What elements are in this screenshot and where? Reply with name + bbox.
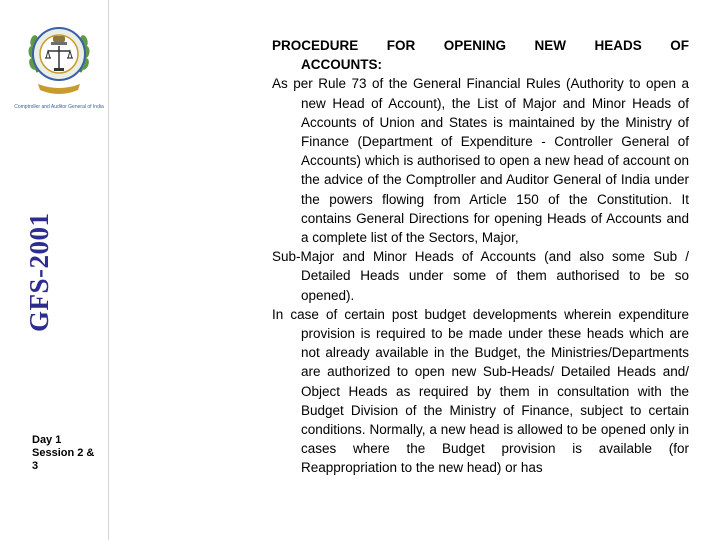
section-heading <box>272 36 689 74</box>
emblem-caption: Comptroller and Auditor General of India <box>14 104 104 110</box>
body-paragraph: As per Rule 73 of the General Financial Rules (Authority to open a new Head of Account), the List of Major and Minor Heads of Accounts of Union and States is maintained by the Ministry of Finance (Department of Expenditure - Controller General of Accounts) which is authorised to open a new head of account on the advice of the Comptroller and Auditor General of India under the powers flowing from Article 150 of the Constitution. It contains General Directions for opening Heads of Accounts and a complete list of the Sectors, Major, <box>272 76 689 246</box>
heading-line-2: ACCOUNTS: <box>301 57 382 73</box>
vertical-title: GFS-2001 <box>24 212 54 332</box>
left-sidebar <box>0 0 109 540</box>
session-label <box>32 434 106 473</box>
session-line: Day 1 <box>32 434 62 446</box>
body-paragraph: Sub-Major and Minor Heads of Accounts (and also some Sub / Detailed Heads under some of them authorised to be so opened). <box>272 249 689 303</box>
body-paragraph: In case of certain post budget developments wherein expenditure provision is required to be made under these heads which are not already available in the Budget, the Ministries/Departments are authorized to open new Sub-Heads/ Detailed Heads and/ Object Heads as required by them in consultation with the Budget Division of the Ministry of Finance, subject to certain conditions. Normally, a new head is allowed to be opened only in cases where the Budget provision is available (for Reappropriation to the new head) or has <box>272 306 689 476</box>
session-line: Session 2 & <box>32 447 95 459</box>
main-content <box>272 36 689 478</box>
cag-emblem-icon <box>14 14 104 114</box>
heading-line-1: PROCEDURE FOR OPENING NEW HEADS OF <box>272 38 689 53</box>
session-line: 3 <box>32 460 39 472</box>
